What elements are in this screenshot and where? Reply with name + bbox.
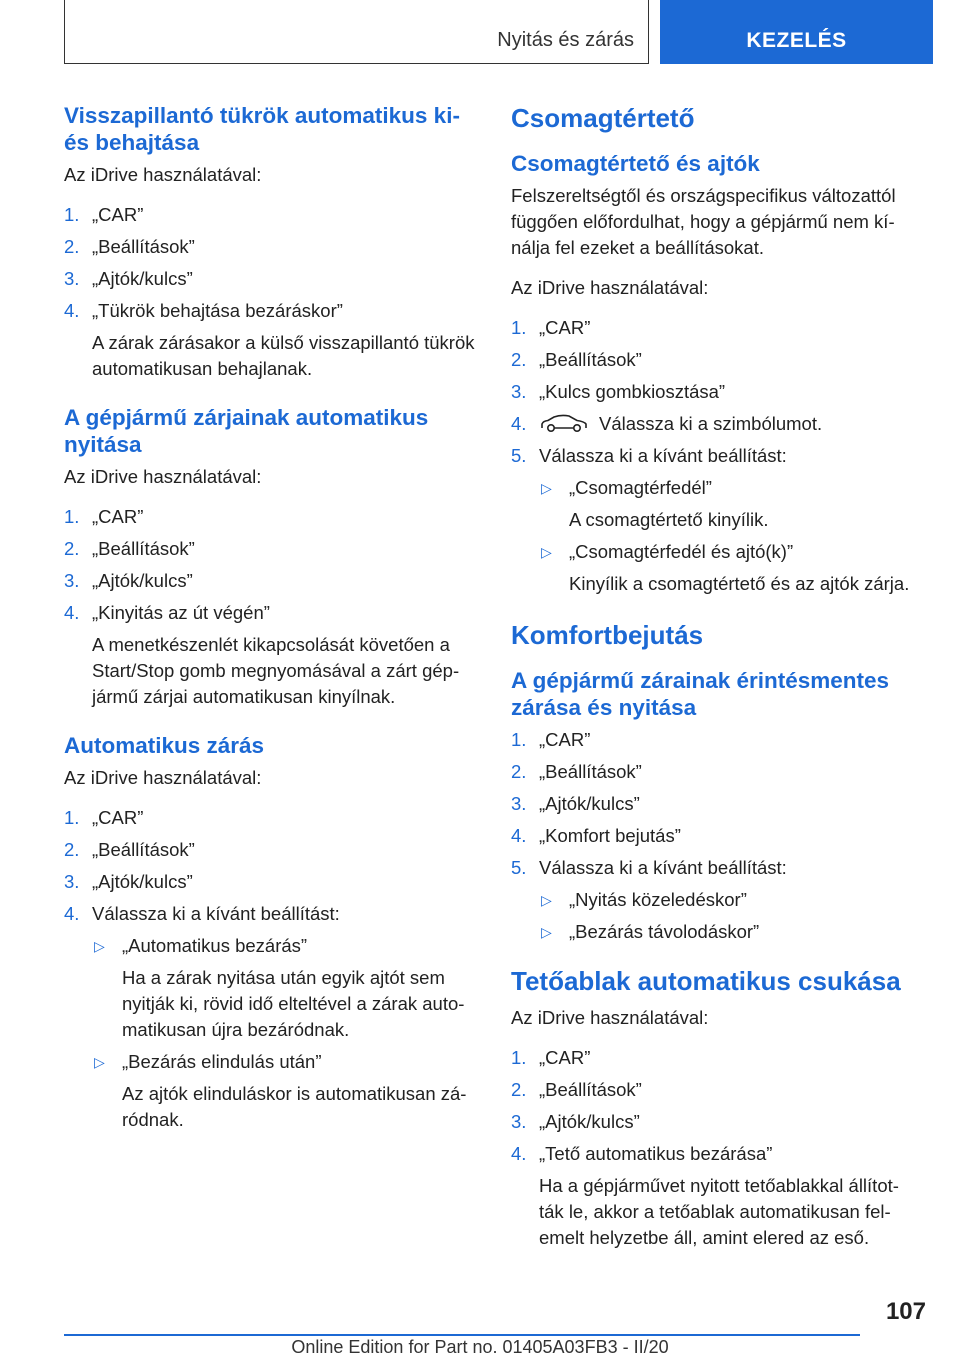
note-text: Felszereltségtől és országspecifikus változattól függően előfordulhat, hogy a gépjármű nem kí-nálja fel ezeket a beállításokat. bbox=[511, 184, 896, 258]
list-item: 1. „CAR” bbox=[64, 807, 144, 828]
triangle-right-icon: ▷ bbox=[541, 543, 552, 560]
bullet-item: ▷ „Bezárás elindulás után” Az ajtók elinduláskor is automatikusan zá-ródnak. bbox=[92, 1049, 482, 1133]
heading-trunk-doors: Csomagtértető és ajtók bbox=[511, 150, 760, 176]
triangle-right-icon: ▷ bbox=[94, 1054, 105, 1070]
list-item: 4. Válassza ki a kívánt beállítást: ▷ „Automatikus bezárás” Ha a zárak nyitása után egyik ajtót sem nyitják ki, rövid idő elteltével a zárak auto-matikusan újra bezáródnak. ▷ „Bezárás elindulás után” Az ajtók elinduláskor is automatikusan zá-ródnak. bbox=[64, 901, 482, 1133]
bullet-description: A csomagtértető kinyílik. bbox=[569, 508, 769, 530]
intro-text: Az iDrive használatával: bbox=[511, 1006, 709, 1028]
section-title: Nyitás és zárás bbox=[497, 29, 634, 51]
footer-divider bbox=[64, 1334, 860, 1336]
list-item: 1. „CAR” bbox=[511, 316, 591, 338]
heading-auto-unlock: A gépjármű zárjainak automatikus nyitása bbox=[64, 405, 429, 457]
bullet-description: Az ajtók elinduláskor is automatikusan zá-ródnak. bbox=[122, 1083, 467, 1130]
intro-text: Az iDrive használatával: bbox=[64, 466, 262, 487]
bullet-description: Kinyílik a csomagtértető és az ajtók zárja. bbox=[569, 572, 910, 594]
left-column bbox=[64, 100, 482, 1139]
steps-list bbox=[64, 202, 482, 382]
triangle-right-icon: ▷ bbox=[541, 891, 552, 908]
list-item: 3. „Kulcs gombkiosztása” bbox=[511, 380, 726, 402]
list-item: 4. „Komfort bejutás” bbox=[511, 824, 681, 846]
list-item: 3. „Ajtók/kulcs” bbox=[64, 570, 193, 591]
steps-list bbox=[511, 727, 923, 945]
list-item: 2. „Beállítások” bbox=[511, 348, 642, 370]
heading-comfort-access: Komfortbejutás bbox=[511, 619, 704, 650]
list-item: 1. „CAR” bbox=[64, 506, 144, 527]
list-item: 1. „CAR” bbox=[64, 204, 144, 225]
intro-text: Az iDrive használatával: bbox=[511, 276, 709, 298]
list-item: 2. „Beállítások” bbox=[511, 760, 642, 782]
list-item: 5. Válassza ki a kívánt beállítást: ▷ „Nyitás közeledéskor” ▷ „Bezárás távolodáskor” bbox=[511, 855, 923, 945]
page-header bbox=[64, 0, 933, 64]
heading-mirror-fold: Visszapillantó tükrök automatikus ki- és behajtása bbox=[64, 103, 460, 155]
list-item: 3. „Ajtók/kulcs” bbox=[64, 268, 193, 289]
item-description: A menetkészenlét kikapcsolását követően a Start/Stop gomb megnyomásával a zárt gép-jármű zárjai automatikusan kinyílnak. bbox=[92, 634, 460, 707]
bullet-item: ▷ „Csomagtérfedél” A csomagtértető kinyílik. bbox=[539, 475, 923, 533]
bullet-description: Ha a zárak nyitása után egyik ajtót sem nyitják ki, rövid idő elteltével a zárak auto-matikusan újra bezáródnak. bbox=[122, 967, 465, 1040]
list-item: 1. „CAR” bbox=[511, 1046, 591, 1068]
steps-list bbox=[511, 315, 923, 597]
bullet-item: ▷ „Automatikus bezárás” Ha a zárak nyitása után egyik ajtót sem nyitják ki, rövid idő elteltével a zárak auto-matikusan újra bezáródnak. bbox=[92, 933, 482, 1043]
page-number: 107 bbox=[885, 1298, 926, 1325]
bullet-item: ▷ „Bezárás távolodáskor” bbox=[539, 919, 923, 945]
list-item: 4. „Tető automatikus bezárása” Ha a gépjárművet nyitott tetőablakkal állítot-ták le, akkor a tetőablak automatikusan fel-emelt helyzetbe áll, amint elered az eső. bbox=[511, 1141, 923, 1251]
intro-text: Az iDrive használatával: bbox=[64, 767, 262, 788]
list-item: 2. „Beállítások” bbox=[64, 538, 195, 559]
bullet-item: ▷ „Csomagtérfedél és ajtó(k)” Kinyílik a csomagtértető és az ajtók zárja. bbox=[539, 539, 923, 597]
list-item: 5. Válassza ki a kívánt beállítást: ▷ „Csomagtérfedél” A csomagtértető kinyílik. ▷ „Csomagtérfedél és ajtó(k)” Kinyílik a csomagtértető és az ajtók zárja. bbox=[511, 443, 923, 597]
heading-trunk-lid: Csomagtértető bbox=[511, 103, 695, 133]
item-description: Ha a gépjárművet nyitott tetőablakkal állítot-ták le, akkor a tetőablak automatikusan fel-emelt helyzetbe áll, amint elered az eső. bbox=[539, 1174, 899, 1248]
list-item: 3. „Ajtók/kulcs” bbox=[511, 792, 640, 814]
list-item: 3. „Ajtók/kulcs” bbox=[511, 1110, 640, 1132]
list-item: 4. Válassza ki a szimbólumot. bbox=[511, 412, 823, 434]
triangle-right-icon: ▷ bbox=[541, 923, 552, 940]
heading-sunroof-close: Tetőablak automatikus csukása bbox=[511, 965, 901, 996]
steps-list bbox=[511, 1045, 923, 1251]
triangle-right-icon: ▷ bbox=[94, 938, 105, 954]
right-column bbox=[511, 100, 923, 1257]
footer-edition: Online Edition for Part no. 01405A03FB3 - II/20 bbox=[291, 1337, 669, 1357]
list-item: 2. „Beállítások” bbox=[511, 1078, 642, 1100]
steps-list bbox=[64, 504, 482, 710]
item-description: A zárak zárásakor a külső visszapillantó tükrök automatikusan behajlanak. bbox=[92, 332, 475, 379]
list-item: 4. „Tükrök behajtása bezáráskor” A zárak zárásakor a külső visszapillantó tükrök automatikusan behajlanak. bbox=[64, 298, 482, 382]
bullet-item: ▷ „Nyitás közeledéskor” bbox=[539, 887, 923, 913]
list-item: 2. „Beállítások” bbox=[64, 236, 195, 257]
section-header-box bbox=[64, 0, 649, 64]
chapter-tab: KEZELÉS bbox=[660, 0, 933, 64]
heading-touchless-lock: A gépjármű zárainak érintésmentes zárása és nyitása bbox=[511, 667, 890, 720]
list-item: 1. „CAR” bbox=[511, 728, 591, 750]
heading-auto-lock: Automatikus zárás bbox=[64, 733, 265, 758]
steps-list bbox=[64, 805, 482, 1133]
intro-text: Az iDrive használatával: bbox=[64, 164, 262, 185]
list-item: 3. „Ajtók/kulcs” bbox=[64, 871, 193, 892]
list-item: 4. „Kinyitás az út végén” A menetkészenlét kikapcsolását követően a Start/Stop gomb megnyomásával a zárt gép-jármű zárjai automatikusan kinyílnak. bbox=[64, 600, 482, 710]
list-item: 2. „Beállítások” bbox=[64, 839, 195, 860]
car-icon bbox=[539, 413, 589, 433]
triangle-right-icon: ▷ bbox=[541, 479, 552, 496]
